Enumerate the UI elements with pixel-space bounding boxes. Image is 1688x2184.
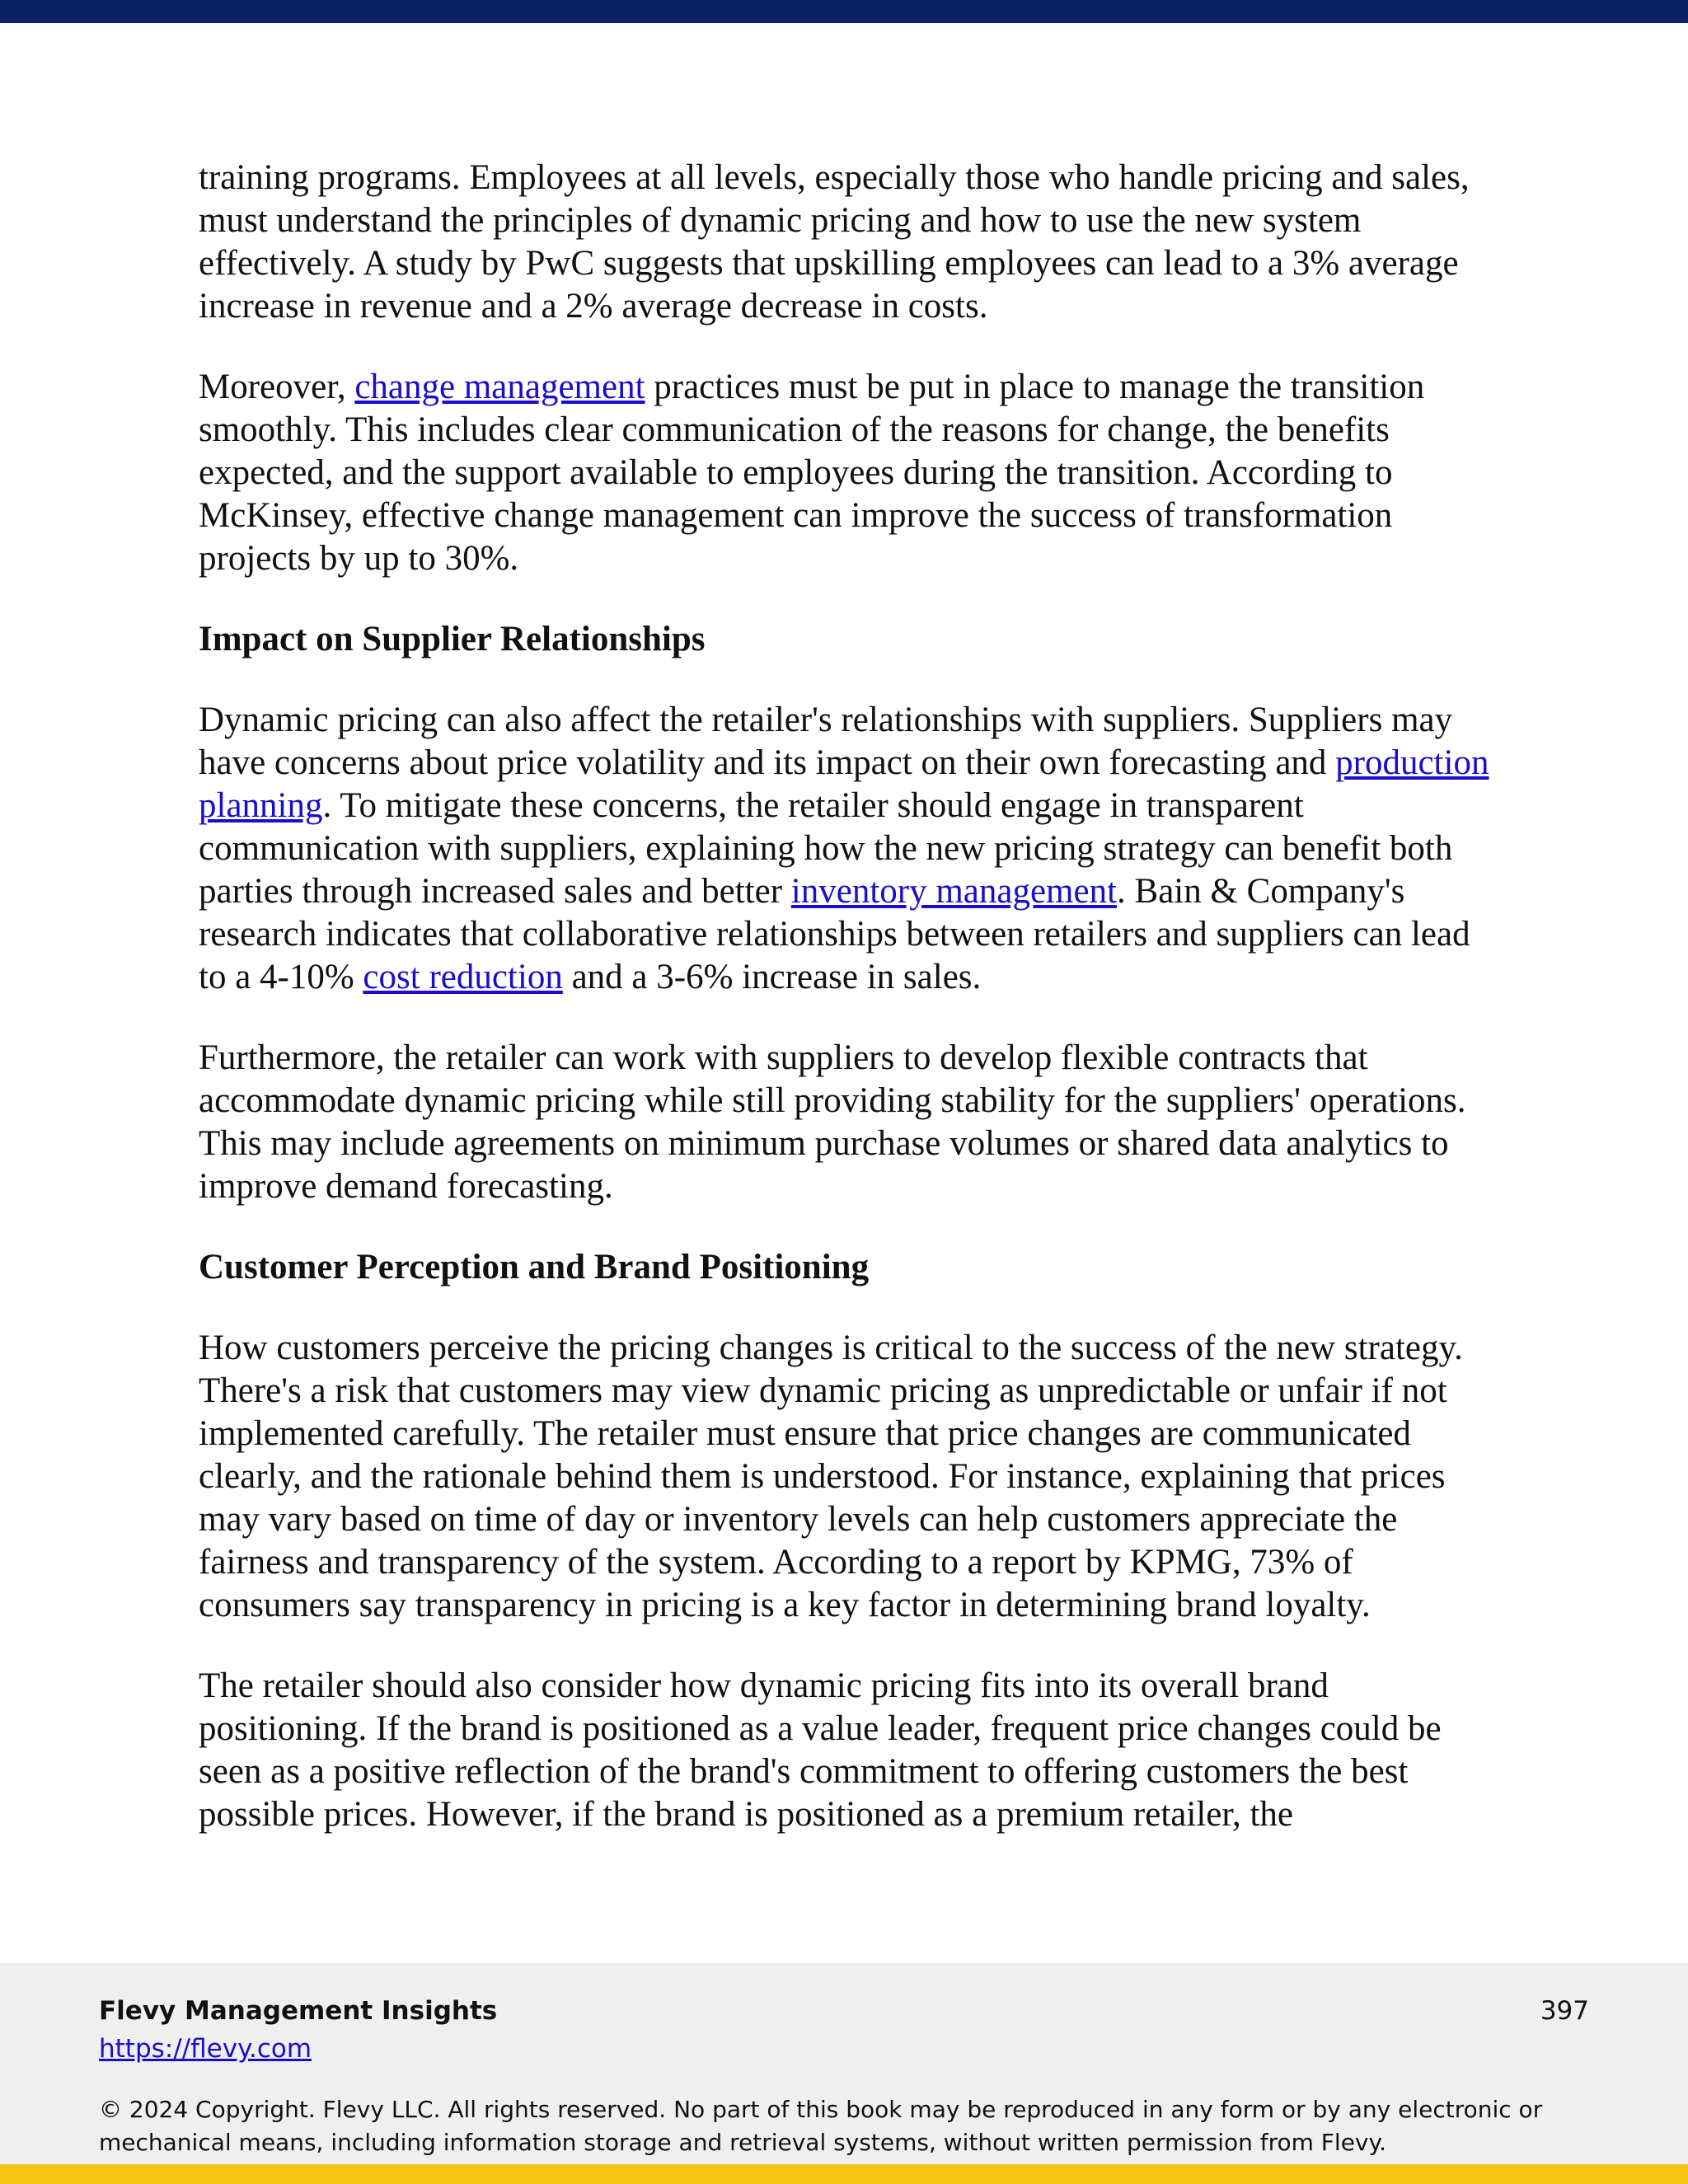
page-content — [199, 157, 1501, 1874]
paragraph-text: Moreover, — [199, 368, 355, 406]
footer-url-link[interactable]: https://flevy.com — [99, 2034, 312, 2064]
paragraph-suppliers — [199, 699, 1501, 999]
copyright-notice: © 2024 Copyright. Flevy LLC. All rights reserved. No part of this book may be reproduced in any form or by any electronic or mechanical means, including information storage and retrieval systems, without written permission from Flevy. — [99, 2096, 1543, 2156]
link-inventory-management[interactable]: inventory management — [790, 872, 1118, 911]
footer-title: Flevy Management Insights — [99, 1996, 498, 2026]
paragraph-text: practices must be put in place to manage the transition smoothly. This includes clear communication of the reasons for change, the benefits expected, and the support available to employees during the transition. According to McKinsey, effective change management can improve the success of transformation projects by up to 30%. — [199, 368, 1425, 578]
link-change-management[interactable]: change management — [354, 368, 645, 406]
paragraph-text: . To mitigate these concerns, the retailer should engage in transparent communication with suppliers, explaining how the new pricing strategy can benefit both parties through increased sales and better — [199, 786, 1453, 911]
paragraph-change-management — [199, 366, 1501, 580]
paragraph-contracts: Furthermore, the retailer can work with suppliers to develop flexible contracts that accommodate dynamic pricing while still providing stability for the suppliers' operations. This may include agreements on minimum purchase volumes or shared data analytics to improve demand forecasting. — [199, 1038, 1466, 1206]
link-cost-reduction[interactable]: cost reduction — [363, 958, 563, 996]
paragraph-text: and a 3-6% increase in sales. — [562, 958, 982, 996]
paragraph-training: training programs. Employees at all levels, especially those who handle pricing and sales, must understand the principles of dynamic pricing and how to use the new system effectively. A study by PwC suggests that upskilling employees can lead to a 3% average increase in revenue and a 2% average decrease in costs. — [199, 158, 1470, 326]
link-production-planning[interactable]: production planning — [199, 743, 1489, 825]
heading-customer-perception: Customer Perception and Brand Positioning — [199, 1248, 870, 1286]
paragraph-text: Dynamic pricing can also affect the retailer's relationships with suppliers. Suppliers may have concerns about price volatility and its impact on their own forecasting and — [199, 701, 1453, 782]
paragraph-brand-positioning: The retailer should also consider how dynamic pricing fits into its overall brand positioning. If the brand is positioned as a value leader, frequent price changes could be seen as a positive reflection of the brand's commitment to offering customers the best possible prices. However, if the brand is positioned as a premium retailer, the — [199, 1666, 1442, 1834]
paragraph-customer-perception: How customers perceive the pricing changes is critical to the success of the new strategy. There's a risk that customers may view dynamic pricing as unpredictable or unfair if not implemented carefully. The retailer must ensure that price changes are communicated clearly, and the rationale behind them is understood. For instance, explaining that prices may vary based on time of day or inventory levels can help customers appreciate the fairness and transparency of the system. According to a report by KPMG, 73% of consumers say transparency in pricing is a key factor in determining brand loyalty. — [199, 1329, 1463, 1624]
page-number: 397 — [1540, 1996, 1589, 2026]
paragraph-text: . Bain & Company's research indicates that collaborative relationships between retailers and suppliers can lead to a 4-10% — [199, 872, 1470, 996]
bottom-accent-bar — [0, 2164, 1688, 2184]
top-accent-bar — [0, 0, 1688, 23]
heading-supplier-relationships: Impact on Supplier Relationships — [199, 620, 706, 658]
page-footer — [0, 1963, 1688, 2164]
